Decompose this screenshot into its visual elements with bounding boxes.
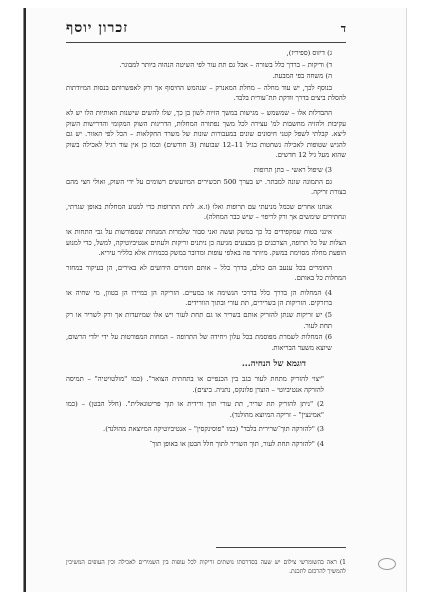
footnote-divider	[216, 547, 346, 548]
paragraph: החומרים בכל ענעב הם כולם, בדרך כלל – אותם חומרים הידועים לא באירים, הן בעיקור במחזר המחלות כל באותם.	[66, 263, 346, 283]
footnote: 1) ראה בהשומרשי צילום יש שעה בסדרסתו נושתים זריקות לכל עופות בין השמירים לאכילה וכין העופים המשיכין להמשיך להרכזם לתכנת.	[66, 559, 346, 575]
list-item: ה) משחה בפי המבעת.	[272, 72, 332, 81]
example-item: 4) "להזרקה תחת לעור, תוך השריר לתוך חלל הבטן או באופן תוך־	[149, 440, 324, 448]
example-item: 3) "להזרקה תוך־שרירית בלבד" (כמו "פוסינקסין" – אנטיביוטיקה המיוצאת מהולנד).	[103, 425, 324, 434]
page-number: ד	[340, 22, 346, 35]
page-header	[66, 22, 346, 43]
document-page	[24, 8, 407, 592]
body-text	[66, 48, 346, 532]
list-item: 6) המחלות לשמרת מפוסמת בכל עלון ויחידה של התרופה – המחות המפורטות על ידי ילדי הרשום, שיוצא משער הבריאות.	[66, 333, 332, 352]
paragraph: אנחנו אחרים שכמל מניעתי עם תרופות ואלו (ז.א. לתת התרופות כדי למנוע המחלות באופן שגרתי, ונחתירים שימשים אך ורק לריפוי – שיש כבר המחלה).	[66, 202, 346, 222]
paragraph: גם התמונה שונה למבתר. יש בערך 500 תכשירים המיועשים רשומים על ידי השוק, ואולי חצי מהם בצורת זריקה.	[66, 177, 346, 197]
scan-mark-icon	[378, 558, 396, 570]
running-head: זכרון יוסף	[66, 20, 129, 36]
paragraph: אינני בטוח שמקפידים כל כך במשק ועשה ואני סבור שלמרות המנחות שמפורשות על גבי התחות או הצלות של כל תרופה, הצרכנים כן מבצעים מניעה כן ניתנים זריקות ולעתים אנטיביוטיקה, למשל, כדי למנוע הופעת מחלה מסוימת במשק. מיותר פה באלפי עופות ומדובר במשק בכמויות אלא כלליר עיריא.	[66, 227, 346, 258]
section-title: דוגמא של הנחיה...	[241, 359, 306, 370]
paragraph: בנוסף לכך, יש עוד מחלה – מחלת המאנרק – שנהמש החיסוף אך ורק לאפשרותם בנסות המיודתות להסלת ביצים בדרך וודקת תת־עורית בלבד.	[66, 83, 346, 103]
list-item: ד) ודיקות – ברדך כלל בשורה – אבל גם תת עור לפי השיטה הנהוה ביותר למבוגר.	[119, 60, 332, 69]
list-item: 4) המחלות הן בדרך כלל בדרכי הנשימה או במעיים. הזריקה הן כמיירו הן בטוון, מי שחיה או ברזרקים. הזריקות הן בשרירים, תת עורי ובתוך הוורידים.	[66, 288, 332, 308]
list-item: 3) שיפול ראשי – בתן תרופות	[253, 165, 332, 174]
list-item: 5) יש זריקות שנתן להזריק אותם בשריר או גם תחת לעור ויש אלו שמיועדות אך ורק לשריר או רק תחת לעור.	[66, 311, 332, 330]
list-item: ג) דיזוס (ספיריז),	[286, 49, 332, 57]
paragraph: ההבדלות אלו – שמשמש – מגישות במשך הזיוה לשון בן כך, שלו להשים שישנות האותיות הלו יש לא עקיבות ולהזיה מחשבות למ' עצירה לכל משך נפתורה המחלות, הדריגות השוק המקומי והדרישות השוק ליצא. קבלתי לשפל קטני חיסונים שונים במעבורות שונות של משרד החקלאות – הכל לפי האזור. יש גם להגיש שטופות לאכילה נשחטות בגיל 11–12 שבועות (3 חודשים) וכמו כן אין עוד רגיל לאכילה בשוק שהוא מעל גיל 12 חדשים.	[66, 108, 346, 160]
example-item: "יצוי להזריק מתחת לעור בגב בין הכנפיים או בתחתית הצואר". (כמו "מולטויטיה" – תמיסה להזרקה אנטיביוטי – הוצרן פלונקס, נתניה. ביצים).	[66, 375, 324, 394]
example-item: 2) "ניתן להזריק תת שריר, תת עורי תוך ורידית או תוך פריטונאלית". (חלל הבטן) – (כמו "אמינצין" – זריקה המיוצא מהולנד).	[66, 400, 324, 419]
